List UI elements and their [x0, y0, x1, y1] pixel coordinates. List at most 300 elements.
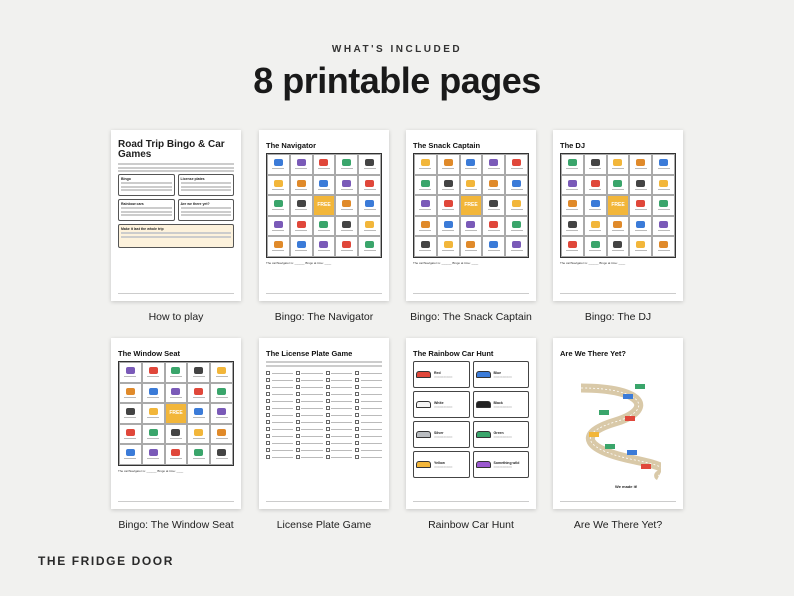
free-square: FREE: [607, 195, 630, 216]
signature-line: The car/Navigator is: ______ Bingo at time: ____: [118, 468, 184, 473]
bingo-square: [629, 195, 652, 216]
bingo-square: [584, 175, 607, 196]
car-icon: [476, 371, 491, 378]
bingo-square: [414, 216, 437, 237]
plate-item: [355, 371, 382, 377]
bingo-square: [607, 175, 630, 196]
bingo-square: [165, 424, 188, 445]
plate-item: [296, 385, 323, 391]
checkbox: [326, 420, 330, 424]
checkbox: [296, 399, 300, 403]
page-caption: Bingo: The Window Seat: [118, 519, 234, 531]
vehicle-icon: [421, 241, 430, 248]
plate-item: [296, 413, 323, 419]
bingo-square: [652, 236, 675, 257]
bingo-square: [629, 175, 652, 196]
vehicle-icon: [365, 200, 374, 207]
bingo-square: [267, 216, 290, 237]
vehicle-icon: [149, 449, 158, 456]
bingo-square: [358, 154, 381, 175]
page-thumbnail: [406, 338, 536, 509]
bingo-square: [437, 236, 460, 257]
banner-box: Make it last the whole trip: [118, 224, 234, 248]
bingo-square: [629, 236, 652, 257]
plate-item: [355, 427, 382, 433]
vehicle-icon: [297, 221, 306, 228]
bingo-grid: [413, 153, 529, 258]
car-icon: [416, 371, 431, 378]
bingo-square: [335, 216, 358, 237]
vehicle-icon: [319, 221, 328, 228]
plate-item: [266, 392, 293, 398]
rule-box: Bingo: [118, 174, 175, 196]
bingo-square: [313, 216, 336, 237]
bingo-square: [210, 403, 233, 424]
checkbox: [326, 378, 330, 382]
vehicle-icon: [319, 159, 328, 166]
bingo-square: [414, 154, 437, 175]
vehicle-icon: [297, 180, 306, 187]
bingo-square: [607, 216, 630, 237]
vehicle-icon: [194, 429, 203, 436]
vehicle-icon: [489, 221, 498, 228]
vehicle-icon: [659, 159, 668, 166]
vehicle-icon: [512, 180, 521, 187]
bingo-grid: [266, 153, 382, 258]
vehicle-icon: [342, 221, 351, 228]
bingo-square: [142, 424, 165, 445]
bingo-square: [267, 195, 290, 216]
vehicle-icon: [149, 408, 158, 415]
vehicle-icon: [613, 159, 622, 166]
checkbox: [266, 427, 270, 431]
vehicle-icon: [194, 408, 203, 415]
color-tally: Something wild ○○○○○○○○○○: [473, 451, 530, 478]
page-preview-card: [406, 338, 536, 531]
bingo-square: [313, 154, 336, 175]
vehicle-icon: [194, 367, 203, 374]
checkbox: [266, 399, 270, 403]
checkbox: [355, 399, 359, 403]
bingo-square: [437, 154, 460, 175]
vehicle-icon: [194, 449, 203, 456]
checkbox: [266, 406, 270, 410]
car-icon: [476, 431, 491, 438]
bingo-square: [267, 175, 290, 196]
checkbox: [296, 427, 300, 431]
plate-item: [296, 441, 323, 447]
checkbox: [296, 392, 300, 396]
vehicle-icon: [297, 200, 306, 207]
car-icon: [416, 461, 431, 468]
vehicle-icon: [274, 159, 283, 166]
plate-item: [296, 378, 323, 384]
bingo-square: [290, 195, 313, 216]
plate-item: [326, 427, 353, 433]
checkbox: [266, 378, 270, 382]
plate-item: [266, 413, 293, 419]
bingo-square: [119, 424, 142, 445]
plate-item: [296, 448, 323, 454]
vehicle-icon: [274, 241, 283, 248]
vehicle-icon: [126, 449, 135, 456]
plate-item: [326, 406, 353, 412]
plate-item: [266, 427, 293, 433]
bingo-square: [335, 154, 358, 175]
vehicle-icon: [342, 241, 351, 248]
vehicle-icon: [365, 159, 374, 166]
vehicle-icon: [444, 200, 453, 207]
vehicle-icon: [659, 180, 668, 187]
bingo-square: [561, 236, 584, 257]
bingo-square: [482, 175, 505, 196]
checkbox: [355, 420, 359, 424]
bingo-square: [210, 444, 233, 465]
plate-item: [296, 420, 323, 426]
checkbox: [326, 406, 330, 410]
car-icon: [476, 401, 491, 408]
signature-line: The car/Navigator is: ______ Bingo at time: ____: [413, 260, 479, 265]
checkbox: [326, 448, 330, 452]
checkbox: [266, 371, 270, 375]
vehicle-icon: [149, 388, 158, 395]
bingo-square: [652, 216, 675, 237]
vehicle-icon: [613, 221, 622, 228]
plate-checklist: [266, 371, 382, 461]
bingo-square: [584, 236, 607, 257]
bingo-square: [561, 195, 584, 216]
checkbox: [355, 427, 359, 431]
checkbox: [326, 392, 330, 396]
plate-item: [296, 371, 323, 377]
checkbox: [326, 371, 330, 375]
bingo-square: [119, 362, 142, 383]
plate-item: [266, 455, 293, 461]
vehicle-icon: [444, 159, 453, 166]
plate-item: [296, 434, 323, 440]
vehicle-icon: [421, 180, 430, 187]
bingo-square: [561, 175, 584, 196]
bingo-square: [505, 154, 528, 175]
free-square: FREE: [313, 195, 336, 216]
checkbox: [326, 441, 330, 445]
bingo-square: [267, 236, 290, 257]
plate-item: [326, 399, 353, 405]
vehicle-icon: [217, 388, 226, 395]
page-preview-card: [259, 130, 389, 323]
bingo-square: [652, 175, 675, 196]
plate-item: [296, 392, 323, 398]
vehicle-icon: [568, 200, 577, 207]
plate-item: [266, 385, 293, 391]
vehicle-icon: [421, 159, 430, 166]
bingo-square: [652, 154, 675, 175]
bingo-square: [119, 383, 142, 404]
color-tally: Green ○○○○○○○○○○: [473, 421, 530, 448]
vehicle-icon: [466, 159, 475, 166]
page-caption: How to play: [148, 311, 204, 323]
plate-item: [296, 406, 323, 412]
plate-item: [326, 385, 353, 391]
vehicle-icon: [444, 221, 453, 228]
bingo-square: [607, 236, 630, 257]
bingo-square: [142, 362, 165, 383]
vehicle-icon: [149, 429, 158, 436]
vehicle-icon: [591, 159, 600, 166]
page-thumbnail: [111, 338, 241, 509]
plate-item: [296, 427, 323, 433]
plate-item: [355, 441, 382, 447]
page-preview-card: [111, 338, 241, 531]
vehicle-icon: [342, 200, 351, 207]
checkbox: [326, 434, 330, 438]
vehicle-icon: [217, 429, 226, 436]
bingo-square: [290, 236, 313, 257]
plate-item: [355, 420, 382, 426]
vehicle-icon: [636, 180, 645, 187]
plate-item: [266, 434, 293, 440]
plate-item: [326, 448, 353, 454]
bingo-square: [267, 154, 290, 175]
bingo-square: [460, 236, 483, 257]
checkbox: [326, 413, 330, 417]
bingo-square: [187, 362, 210, 383]
checkbox: [296, 385, 300, 389]
plate-item: [326, 371, 353, 377]
bingo-square: [335, 236, 358, 257]
car-icon: [416, 401, 431, 408]
checkbox: [296, 434, 300, 438]
bingo-grid: [118, 361, 234, 466]
vehicle-icon: [444, 180, 453, 187]
page-preview-card: [111, 130, 241, 323]
thumbnail-title: The License Plate Game: [266, 349, 353, 358]
bingo-square: [210, 362, 233, 383]
plate-item: [266, 399, 293, 405]
checkbox: [355, 434, 359, 438]
bingo-square: [210, 424, 233, 445]
checkbox: [326, 385, 330, 389]
vehicle-icon: [421, 221, 430, 228]
bingo-square: [119, 444, 142, 465]
vehicle-icon: [659, 200, 668, 207]
bingo-square: [142, 403, 165, 424]
page-preview-card: [553, 130, 683, 323]
checkbox: [355, 448, 359, 452]
vehicle-icon: [342, 159, 351, 166]
vehicle-icon: [636, 200, 645, 207]
page-preview-card: [406, 130, 536, 323]
color-tally: Silver ○○○○○○○○○○: [413, 421, 470, 448]
vehicle-icon: [319, 180, 328, 187]
signature-line: The car/Navigator is: ______ Bingo at time: ____: [560, 260, 626, 265]
plate-item: [266, 441, 293, 447]
bingo-square: [358, 216, 381, 237]
vehicle-icon: [274, 180, 283, 187]
vehicle-icon: [613, 180, 622, 187]
checkbox: [296, 455, 300, 459]
plate-item: [355, 378, 382, 384]
page-caption: Rainbow Car Hunt: [428, 519, 514, 531]
vehicle-icon: [126, 367, 135, 374]
vehicle-icon: [171, 388, 180, 395]
plate-item: [355, 392, 382, 398]
thumbnail-title: The Snack Captain: [413, 141, 481, 150]
vehicle-icon: [217, 408, 226, 415]
finish-label: We made it!: [615, 484, 638, 489]
bingo-square: [187, 403, 210, 424]
thumbnail-title: The DJ: [560, 141, 586, 150]
vehicle-icon: [297, 159, 306, 166]
plate-item: [326, 441, 353, 447]
vehicle-icon: [274, 221, 283, 228]
plate-item: [355, 455, 382, 461]
vehicle-icon: [171, 449, 180, 456]
page-thumbnail: [259, 338, 389, 509]
bingo-square: [142, 444, 165, 465]
vehicle-icon: [659, 241, 668, 248]
bingo-square: [607, 154, 630, 175]
thumbnail-title: The Window Seat: [118, 349, 181, 358]
vehicle-icon: [591, 241, 600, 248]
bingo-square: [561, 154, 584, 175]
checkbox: [326, 455, 330, 459]
checkbox: [355, 406, 359, 410]
rule-box: License plates: [178, 174, 235, 196]
plate-item: [355, 406, 382, 412]
vehicle-icon: [568, 159, 577, 166]
bingo-square: [584, 154, 607, 175]
bingo-square: [142, 383, 165, 404]
checkbox: [326, 427, 330, 431]
bingo-square: [460, 216, 483, 237]
bingo-square: [482, 154, 505, 175]
bingo-square: [290, 154, 313, 175]
vehicle-icon: [568, 241, 577, 248]
vehicle-icon: [365, 180, 374, 187]
vehicle-icon: [126, 388, 135, 395]
vehicle-icon: [466, 241, 475, 248]
vehicle-icon: [636, 241, 645, 248]
vehicle-icon: [466, 221, 475, 228]
vehicle-icon: [512, 200, 521, 207]
vehicle-icon: [171, 367, 180, 374]
bingo-square: [358, 195, 381, 216]
vehicle-icon: [342, 180, 351, 187]
plate-item: [326, 420, 353, 426]
plate-item: [355, 413, 382, 419]
free-square: FREE: [460, 195, 483, 216]
bingo-square: [584, 195, 607, 216]
bingo-square: [313, 175, 336, 196]
plate-item: [355, 448, 382, 454]
vehicle-icon: [489, 200, 498, 207]
bingo-square: [119, 403, 142, 424]
plate-item: [296, 455, 323, 461]
color-tally: Yellow ○○○○○○○○○○: [413, 451, 470, 478]
bingo-square: [165, 444, 188, 465]
vehicle-icon: [512, 159, 521, 166]
bingo-square: [505, 236, 528, 257]
bingo-square: [290, 216, 313, 237]
bingo-square: [358, 236, 381, 257]
brand-wordmark: THE FRIDGE DOOR: [38, 554, 175, 568]
bingo-square: [165, 383, 188, 404]
checkbox: [266, 385, 270, 389]
car-icon: [416, 431, 431, 438]
bingo-square: [290, 175, 313, 196]
vehicle-icon: [319, 241, 328, 248]
thumbnail-title: Are We There Yet?: [560, 349, 626, 358]
bingo-square: [165, 362, 188, 383]
vehicle-icon: [297, 241, 306, 248]
bingo-square: [335, 175, 358, 196]
checkbox: [355, 413, 359, 417]
vehicle-icon: [126, 408, 135, 415]
plate-item: [266, 371, 293, 377]
plate-item: [355, 385, 382, 391]
vehicle-icon: [421, 200, 430, 207]
page-thumbnail: [553, 338, 683, 509]
vehicle-icon: [568, 221, 577, 228]
page-thumbnail: [259, 130, 389, 301]
bingo-square: [482, 195, 505, 216]
plate-item: [326, 392, 353, 398]
page-preview-card: [553, 338, 683, 531]
bingo-square: [460, 175, 483, 196]
vehicle-icon: [512, 241, 521, 248]
color-tally: Red ○○○○○○○○○○: [413, 361, 470, 388]
bingo-square: [414, 236, 437, 257]
vehicle-icon: [365, 221, 374, 228]
plate-item: [266, 448, 293, 454]
page-thumbnail: [553, 130, 683, 301]
plate-item: [326, 413, 353, 419]
page-caption: Bingo: The Snack Captain: [410, 311, 532, 323]
thumbnail-title: The Rainbow Car Hunt: [413, 349, 494, 358]
vehicle-icon: [636, 221, 645, 228]
bingo-square: [210, 383, 233, 404]
plate-item: [266, 406, 293, 412]
checkbox: [266, 455, 270, 459]
vehicle-icon: [659, 221, 668, 228]
vehicle-icon: [613, 241, 622, 248]
bingo-square: [414, 175, 437, 196]
checkbox: [355, 455, 359, 459]
checkbox: [355, 441, 359, 445]
howto-title: Road Trip Bingo & Car Games: [118, 139, 225, 160]
vehicle-icon: [365, 241, 374, 248]
color-tally: White ○○○○○○○○○○: [413, 391, 470, 418]
vehicle-icon: [466, 180, 475, 187]
checkbox: [266, 441, 270, 445]
vehicle-icon: [217, 367, 226, 374]
rule-box: Rainbow cars: [118, 199, 175, 221]
plate-item: [355, 399, 382, 405]
signature-line: The car/Navigator is: ______ Bingo at time: ____: [266, 260, 332, 265]
bingo-square: [313, 236, 336, 257]
bingo-square: [187, 383, 210, 404]
car-icon: [476, 461, 491, 468]
thumbnail-title: The Navigator: [266, 141, 317, 150]
bingo-square: [584, 216, 607, 237]
plate-item: [326, 434, 353, 440]
page-caption: Are We There Yet?: [573, 519, 663, 531]
color-tally: Blue ○○○○○○○○○○: [473, 361, 530, 388]
checkbox: [266, 392, 270, 396]
plate-item: [326, 378, 353, 384]
bingo-square: [358, 175, 381, 196]
